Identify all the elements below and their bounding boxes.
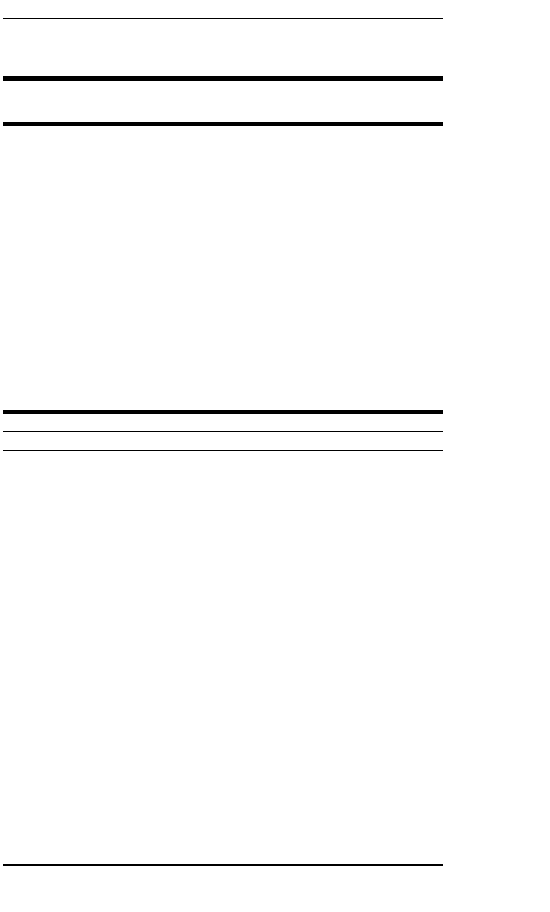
essential-header-row [3,432,443,451]
thick-divider [3,410,443,414]
total-row [3,0,443,19]
divider [3,864,443,866]
thick-divider [3,76,443,81]
thick-divider [3,122,443,126]
